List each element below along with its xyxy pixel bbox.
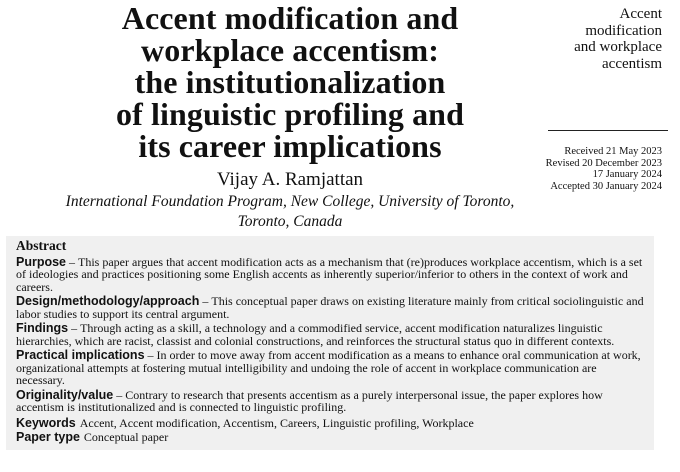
section-separator: – <box>147 348 154 362</box>
title-line: its career implications <box>138 128 442 164</box>
section-text: This conceptual paper draws on existing literature mainly from critical sociolinguistic and labor studies to support its central argument. <box>16 294 644 321</box>
abstract-box <box>6 236 654 450</box>
author-name: Vijay A. Ramjattan <box>216 169 364 190</box>
running-title-line: Accent <box>619 6 662 22</box>
affiliation-line: International Foundation Program, New College, University of Toronto, <box>65 193 515 210</box>
abstract-heading: Abstract <box>16 238 67 253</box>
section-label: Purpose <box>16 254 67 269</box>
title-line: of linguistic profiling and <box>116 96 464 132</box>
section-label: Originality/value <box>16 387 114 402</box>
abstract-section-findings <box>16 322 646 347</box>
abstract-section-practical <box>16 349 646 387</box>
title-line: the institutionalization <box>134 64 446 100</box>
section-label: Practical implications <box>16 348 145 362</box>
paper-type-label: Paper type <box>16 430 80 444</box>
paper-type <box>16 431 646 444</box>
title-line: workplace accentism: <box>141 32 439 68</box>
paper-type-text: Conceptual paper <box>83 430 169 444</box>
section-separator: – <box>116 387 123 402</box>
abstract-section-originality <box>16 389 646 414</box>
date-line: 17 January 2024 <box>592 169 662 180</box>
author-affiliation <box>40 192 540 232</box>
running-title <box>532 6 662 72</box>
section-label: Findings <box>16 321 69 335</box>
keywords <box>16 417 646 430</box>
keywords-label: Keywords <box>16 415 76 430</box>
abstract-section-design <box>16 295 646 320</box>
title-line: Accent modification and <box>121 0 459 36</box>
title-block <box>40 2 540 232</box>
section-separator: – <box>71 321 78 335</box>
section-text: Contrary to research that presents accentism as a purely interpersonal issue, the paper explores how accentism is institutionalized and is connected to linguistic profiling. <box>16 387 603 414</box>
section-separator: – <box>69 254 76 269</box>
section-label: Design/methodology/approach <box>16 294 200 308</box>
submission-dates <box>546 146 662 192</box>
date-line: Received 21 May 2023 <box>564 146 662 157</box>
divider <box>548 130 668 131</box>
running-title-line: and workplace <box>574 39 662 55</box>
date-line: Revised 20 December 2023 <box>545 157 662 169</box>
date-line: Accepted 30 January 2024 <box>550 180 662 192</box>
section-separator: – <box>202 294 209 308</box>
section-text: This paper argues that accent modification acts as a mechanism that (re)produces workplace accentism, which is a set of ideologies and practices positioning some English accents as inherently superior/inferior to others in the context of work and careers. <box>16 254 643 294</box>
section-text: Through acting as a skill, a technology and a commodified service, accent modification naturalizes linguistic hierarchies, which are racist, classist and colonial constructions, and reinforces the structural status quo in different contexts. <box>16 321 615 348</box>
abstract-section-purpose <box>16 256 646 294</box>
running-title-line: accentism <box>602 55 662 72</box>
paper-title <box>40 2 540 162</box>
affiliation-line: Toronto, Canada <box>237 213 343 230</box>
running-title-line: modification <box>585 22 662 39</box>
keywords-text: Accent, Accent modification, Accentism, Careers, Linguistic profiling, Workplace <box>79 415 474 430</box>
section-text: In order to move away from accent modification as a means to enhance oral communication at work, organizational attempts at fostering mutual intelligibility and undoing the role of accent in workplace communication are necessary. <box>16 348 641 387</box>
